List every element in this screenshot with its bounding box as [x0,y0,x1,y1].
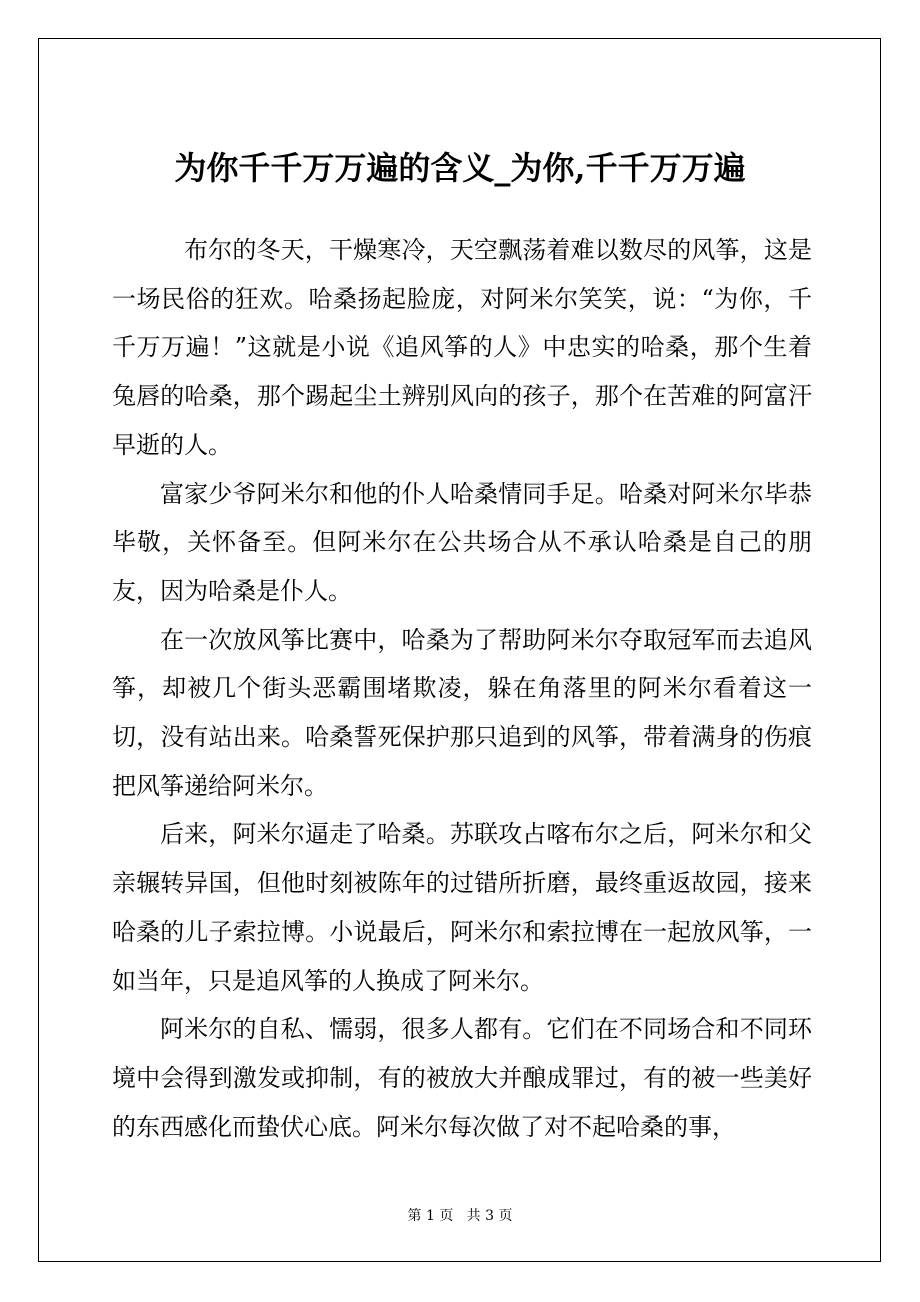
document-body [112,226,812,1151]
paragraph: 富家少爷阿米尔和他的仆人哈桑情同手足。哈桑对阿米尔毕恭毕敬，关怀备至。但阿米尔在公共场合从不承认哈桑是自己的朋友，因为哈桑是仆人。 [112,479,812,605]
page-footer: 第 1 页 共 3 页 [407,1208,513,1224]
paragraph: 布尔的冬天，干燥寒冷，天空飘荡着难以数尽的风筝，这是一场民俗的狂欢。哈桑扬起脸庞，对阿米尔笑笑，说：“为你，千千万万遍！”这就是小说《追风筝的人》中忠实的哈桑，那个生着兔唇的哈桑，那个踢起尘土辨别风向的孩子，那个在苦难的阿富汗早逝的人。 [112,236,812,459]
paragraph: 在一次放风筝比赛中，哈桑为了帮助阿米尔夺取冠军而去追风筝，却被几个街头恶霸围堵欺凌，躲在角落里的阿米尔看着这一切，没有站出来。哈桑誓死保护那只追到的风筝，带着满身的伤痕把风筝递给阿米尔。 [112,625,812,800]
paragraph: 后来，阿米尔逼走了哈桑。苏联攻占喀布尔之后，阿米尔和父亲辗转异国，但他时刻被陈年的过错所折磨，最终重返故园，接来哈桑的儿子索拉博。小说最后，阿米尔和索拉博在一起放风筝，一如当年，只是追风筝的人换成了阿米尔。 [112,820,812,995]
paragraph: 阿米尔的自私、懦弱，很多人都有。它们在不同场合和不同环境中会得到激发或抑制，有的被放大并酿成罪过，有的被一些美好的东西感化而蛰伏心底。阿米尔每次做了对不起哈桑的事， [112,1015,812,1141]
document-title: 为你千千万万遍的含义_为你,千千万万遍 [174,149,746,187]
